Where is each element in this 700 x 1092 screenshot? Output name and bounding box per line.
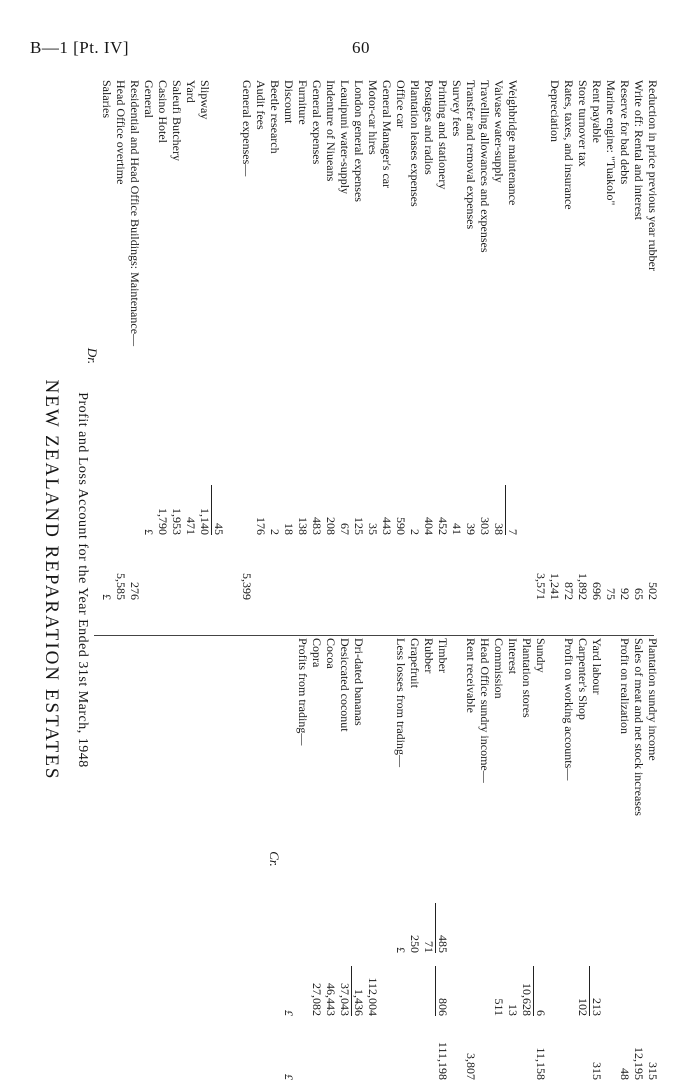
debit-row-amount: 5,585 [114,573,128,600]
debit-row [548,80,562,632]
credit-row [366,638,380,1080]
debit-row [478,80,492,632]
debit-row [534,80,548,632]
debit-row-label: Salaries [100,80,114,118]
credit-spacer [604,638,618,1080]
debit-row [450,80,464,632]
debit-row-label: Furniture [296,80,310,125]
credit-row-label: Interest [506,638,520,674]
credit-row-amount: 71 [422,941,436,953]
credit-unit-symbol: £ [282,1074,296,1080]
debit-row-amount: 1,892 [576,573,590,600]
credit-row-label: Rent receivable [464,638,478,713]
debit-row [212,80,226,632]
debit-row [324,80,338,632]
debit-row [464,80,478,632]
credit-row [394,638,408,1080]
debit-row-amount: £ [100,594,114,600]
credit-row-label: Head Office sundry income— [478,638,492,783]
debit-row-amount: 1,790 [156,508,170,535]
debit-row [156,80,170,632]
credit-row-amount: 12,195 [632,1047,646,1080]
debit-row-label: General [142,80,156,118]
debit-row-label: Head Office overtime [114,80,128,185]
debit-row-label: Indenture of Niueans [324,80,338,182]
credit-row [338,638,352,1080]
debit-row-label: Marine engine: "Tuakolo" [604,80,618,206]
credit-row [464,638,478,1080]
credit-row [520,638,534,1080]
credit-row [436,638,450,1080]
credit-row [534,638,548,1080]
credit-row-label: Plantation stores [520,638,534,718]
debit-row-amount: 590 [394,517,408,535]
credit-row-label: Plantation sundry income [646,638,660,761]
debit-row-amount: 67 [338,523,352,535]
debit-row-amount: 38 [492,523,506,535]
debit-row [380,80,394,632]
credit-row-amount: 511 [492,998,506,1016]
credit-unit-symbol: £ [282,1010,296,1016]
credit-spacer [380,638,394,1080]
credit-row-amount: 250 [408,935,422,953]
credit-row [632,638,646,1080]
document-title: NEW ZEALAND REPARATION ESTATES [41,379,62,781]
debit-row-amount: 208 [324,517,338,535]
debit-row-amount: 1,140 [198,508,212,535]
debit-row-amount: 92 [618,588,632,600]
credit-row-amount: 11,158 [534,1047,548,1080]
debit-row-amount: 18 [282,523,296,535]
debit-row-label: Survey fees [450,80,464,137]
column-divider [94,635,654,636]
debit-row-amount: 35 [366,523,380,535]
credit-row [506,638,520,1080]
debit-row [296,80,310,632]
credit-row-amount: 112,004 [366,977,380,1016]
debit-row-label: Reserve for bad debts [618,80,632,185]
debit-row-label: Weighbridge maintenance [506,80,520,206]
credit-row-label: Profit on realization [618,638,632,734]
debit-row [562,80,576,632]
debit-row-amount: £ [142,529,156,535]
debit-row [310,80,324,632]
credit-row-amount: 806 [435,966,450,1016]
page-number: 60 [352,38,370,57]
debit-row-amount: 452 [436,517,450,535]
credit-row-label: Profits from trading— [296,638,310,746]
debit-row [604,80,618,632]
debit-row-label: London general expenses [352,80,366,202]
credit-row [576,638,590,1080]
debit-row-label: Rates, taxes, and insurance [562,80,576,210]
debit-row-amount: 45 [211,485,226,535]
debit-row [282,80,296,632]
debit-row-amount: 276 [128,582,142,600]
debit-row [576,80,590,632]
credit-row [590,638,604,1080]
credit-spacer [548,638,562,1080]
credit-row-label: Commission [492,638,506,699]
credit-row-amount: 315 [590,1062,604,1080]
credit-row [310,638,324,1080]
credit-row-label: Sales of meat and net stock increases [632,638,646,816]
debit-row [198,80,212,632]
debit-column [85,80,660,632]
debit-row [114,80,128,632]
credit-row-label: Copra [310,638,324,668]
debit-row-label: Motor-car hires [366,80,380,155]
debit-row-amount: 696 [590,582,604,600]
credit-row [478,638,492,1080]
debit-row-label: Audit fees [254,80,268,130]
credit-row [646,638,660,1080]
credit-row [492,638,506,1080]
debit-row-amount: 65 [632,588,646,600]
credit-row-amount: 1,436 [351,966,366,1016]
debit-row-amount: 303 [478,517,492,535]
debit-row-amount: 483 [310,517,324,535]
debit-spacer [520,80,534,632]
rotated-account-page [20,80,660,1080]
credit-row-label: Yard labour [590,638,604,695]
credit-row-amount: 13 [506,1004,520,1016]
debit-row [366,80,380,632]
debit-row [240,80,254,632]
credit-row-amount: 111,198 [436,1041,450,1080]
debit-row-amount: 471 [184,517,198,535]
debit-row-label: Casino Hotel [156,80,170,143]
debit-row [338,80,352,632]
debit-row-amount: 5,399 [240,573,254,600]
document-subtitle: Profit and Loss Account for the Year Ended 31st March, 1948 [75,392,90,768]
debit-row [128,80,142,632]
debit-row-label: Residential and Head Office Buildings: Maintenance— [128,80,142,347]
credit-row [352,638,366,1080]
debit-row-label: Travelling allowances and expenses [478,80,492,253]
debit-row [394,80,408,632]
debit-row-label: Store turnover tax [576,80,590,167]
credit-row-amount: 37,043 [338,983,352,1016]
debit-row-label: Vaivase water-supply [492,80,506,183]
debit-row [436,80,450,632]
credit-units-row [282,638,296,1080]
debit-row [422,80,436,632]
debit-row [618,80,632,632]
credit-row [422,638,436,1080]
debit-row [142,80,156,632]
debit-row-label: Discount [282,80,296,124]
debit-row-amount: 39 [464,523,478,535]
debit-row [492,80,506,632]
debit-row-label: General expenses— [240,80,254,177]
credit-row-amount: 213 [589,966,604,1016]
debit-row [632,80,646,632]
debit-spacer [226,80,240,632]
debit-row-label: Postages and radios [422,80,436,175]
credit-row-label: Rubber [422,638,436,674]
credit-row [324,638,338,1080]
credit-row-amount: 102 [576,998,590,1016]
credit-row-amount: 10,628 [520,983,534,1016]
debit-heading: Dr. [85,347,100,365]
debit-row-amount: 1,953 [170,508,184,535]
debit-row-amount: 1,241 [548,573,562,600]
credit-row-amount: 315 [646,1062,660,1080]
credit-row [408,638,422,1080]
credit-row-label: Dri-dated bananas [352,638,366,726]
debit-row [408,80,422,632]
debit-row-label: Rent payable [590,80,604,143]
page-header-reference: B—1 [Pt. IV] [30,38,130,57]
debit-row-label: Write off: Rental and interest [632,80,646,220]
debit-row [268,80,282,632]
debit-row-amount: 502 [646,582,660,600]
debit-row-label: General Manager's car [380,80,394,189]
debit-row-amount: 7 [505,485,520,535]
debit-row-label: Depreciation [548,80,562,142]
credit-spacer [450,638,464,1080]
debit-row-label: Reduction in price previous year rubber [646,80,660,271]
debit-row-label: Beetle research [268,80,282,154]
debit-row-amount: 138 [296,517,310,535]
debit-row-label: General expenses [310,80,324,165]
credit-heading: Cr. [267,851,282,867]
credit-row-label: Profit on working accounts— [562,638,576,781]
debit-row-amount: 176 [254,517,268,535]
debit-row-amount: 3,571 [534,573,548,600]
debit-row-label: Yard [184,80,198,103]
debit-row-amount: 872 [562,582,576,600]
debit-row-label: Office car [394,80,408,129]
credit-row-label: Sundry [534,638,548,673]
debit-row-amount: 443 [380,517,394,535]
debit-row-label: Plantation leases expenses [408,80,422,207]
credit-row [618,638,632,1080]
debit-row-label: Saleufi Butchery [170,80,184,161]
debit-row [184,80,198,632]
debit-row-amount: 2 [268,529,282,535]
credit-row-label: Desiccated coconut [338,638,352,732]
debit-row-amount: 2 [408,529,422,535]
debit-row-amount: 125 [352,517,366,535]
credit-column [100,638,660,1080]
debit-row [590,80,604,632]
credit-row-amount: 46,443 [324,983,338,1016]
debit-row-label: Printing and stationery [436,80,450,190]
debit-row [506,80,520,632]
credit-row-label: Timber [436,638,450,673]
debit-row-label: Slipway [198,80,212,120]
credit-row-label: Cocoa [324,638,338,669]
credit-row [562,638,576,1080]
credit-row [296,638,310,1080]
credit-row-amount: 3,807 [464,1053,478,1080]
credit-row-label: Carpenter's Shop [576,638,590,720]
credit-row-amount: 6 [533,966,548,1016]
credit-row-amount: £ [394,947,408,953]
credit-row-amount: 27,082 [310,983,324,1016]
credit-row-amount: 48 [618,1068,632,1080]
debit-row [100,80,114,632]
debit-row-label: Transfer and removal expenses [464,80,478,230]
debit-row-amount: 404 [422,517,436,535]
credit-row-label: Grapefruit [408,638,422,688]
debit-row [254,80,268,632]
debit-row-amount: 75 [604,588,618,600]
debit-row-amount: 41 [450,523,464,535]
credit-row-amount: 485 [435,903,450,953]
debit-row [170,80,184,632]
debit-row [646,80,660,632]
credit-row-label: Less losses from trading— [394,638,408,767]
debit-row [352,80,366,632]
debit-row-label: Leauipuni water-supply [338,80,352,195]
